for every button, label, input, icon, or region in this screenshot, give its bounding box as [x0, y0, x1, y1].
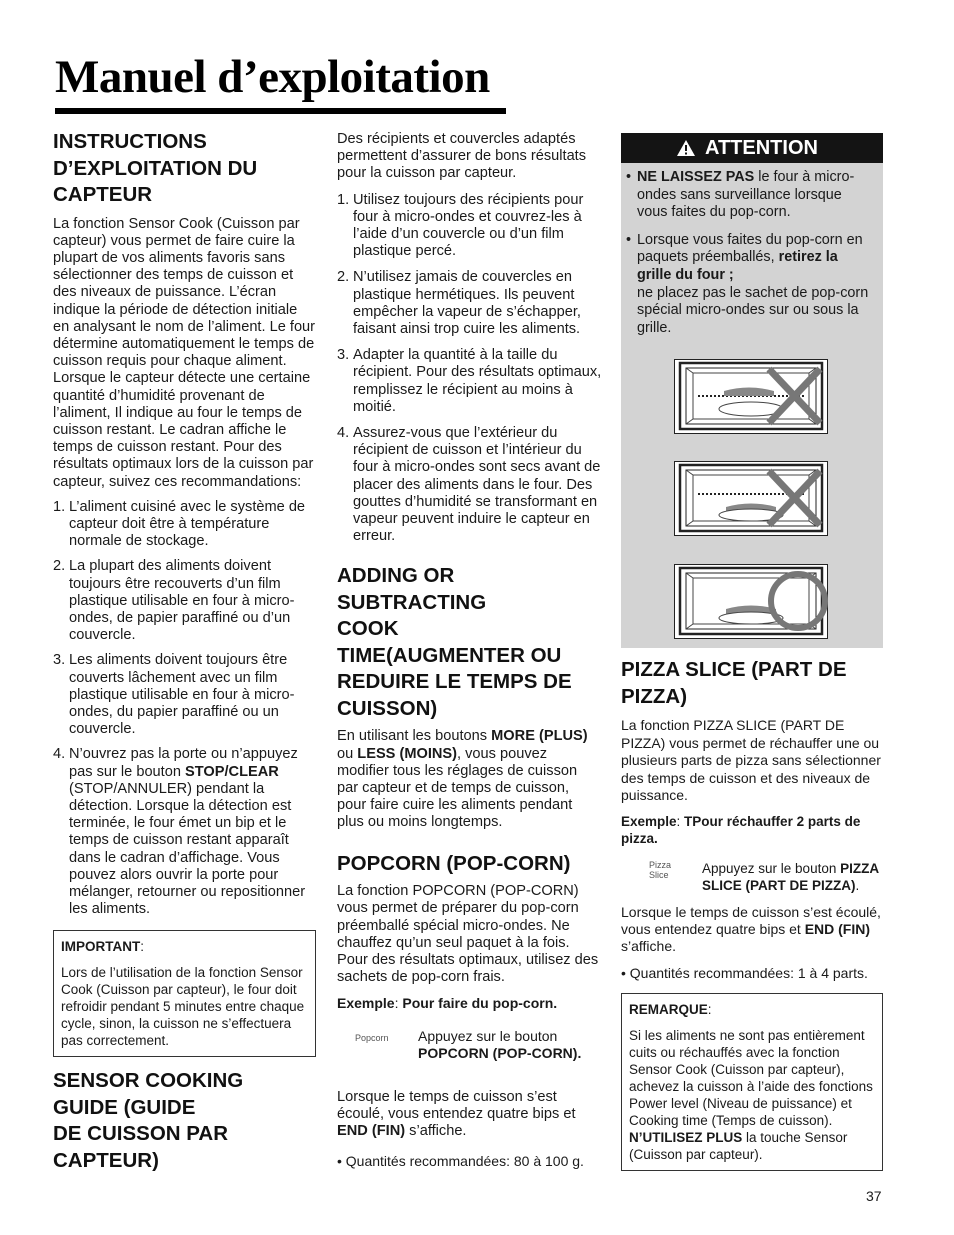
list-item	[337, 192, 602, 261]
heading-line: SUBTRACTING	[337, 590, 487, 614]
text: Lorsque le temps de cuisson s’est écoulé, vous entendez quatre bips et	[337, 1088, 576, 1122]
popcorn-step	[337, 1028, 602, 1080]
attention-header	[621, 133, 883, 163]
list-item	[53, 499, 316, 551]
item-number: 1.	[337, 191, 350, 208]
example-text: TPour réchauffer 2 parts de pizza.	[621, 813, 861, 846]
heading-line: COOK	[337, 617, 399, 641]
bold-text: N’UTILISEZ PLUS	[629, 1129, 743, 1145]
sensor-intro: La fonction Sensor Cook (Cuisson par capteur) vous permet de faire cuire la plupart de vos aliments favoris sans sélectionner des temps de cuisson et des niveaux de puissance. L’écran indique la période de détection initiale en analysant le nom de l’aliment. Le four détermine automatiquement le temps de cuisson requis pour chaque aliment. Lorsque le capteur détecte une certaine quantité d’humidité provenant de l’aliment, Il indique au four le temps de cuisson restant. Le cadran affiche le temps de cuisson restant. Pour des résultats optimaux lors de la cuisson par capteur, suivez ces recommandations:	[53, 215, 316, 490]
heading-line: GUIDE (GUIDE	[53, 1095, 196, 1119]
pizza-button-label: PIZZA SLICE (PART DE PIZZA)	[702, 860, 879, 893]
list-item	[53, 652, 316, 738]
popcorn-button-label: POPCORN (POP-CORN).	[418, 1044, 582, 1061]
popcorn-button-icon: Popcorn	[355, 1032, 389, 1043]
text: Appuyez sur le bouton	[418, 1027, 558, 1044]
remarque-text	[629, 1027, 875, 1163]
column-left	[53, 128, 316, 1174]
text: .	[855, 877, 860, 893]
item-text: Utilisez toujours des récipients pour four à micro-ondes et couvrez-les à l’aide d’un couvercle ou d’un film plastique percé.	[353, 191, 584, 260]
heading-line: D’EXPLOITATION DU	[53, 156, 258, 180]
heading-line: SENSOR COOKING	[53, 1069, 244, 1093]
attention-bullet	[626, 169, 875, 222]
colon: :	[140, 939, 145, 955]
sensor-guide-heading	[53, 1068, 316, 1174]
popcorn-step-text	[418, 1028, 598, 1062]
oven-rack-popcorn-wrong-illustration	[674, 359, 828, 434]
pizza-after	[621, 904, 883, 956]
colon: :	[394, 995, 403, 1012]
text: Si les aliments ne sont pas entièrement cuits ou réchauffés avec la fonction Sensor Cook (Cuisson par capteur), achevez la cuisson à l’aide des fonctions Power level (Niveau de puissance) et Cooking time (Temps de cuisson).	[629, 1027, 873, 1128]
heading-line: PIZZA)	[621, 684, 688, 708]
text: , vous pouvez modifier tous les réglages de cuisson par capteur et de temps de cuisson, pour faire cuire les aliments pendant plus ou moins longtemps.	[337, 745, 578, 831]
text: la touche Sensor (Cuisson par capteur).	[629, 1129, 848, 1162]
important-text: Lors de l’utilisation de la fonction Sensor Cook (Cuisson par capteur), le four doit refroidir pendant 5 minutes entre chaque cycle, sinon, la cuisson ne s’effectuera pas correctement.	[61, 965, 305, 1049]
list-item	[53, 746, 316, 918]
pizza-example	[621, 813, 883, 848]
warning-icon	[676, 139, 696, 157]
item-text: Les aliments doivent toujours être couverts lâchement avec un film plastique utilisable en four à micro-ondes, du papier paraffiné ou un couvercle.	[69, 652, 295, 738]
text: s’affiche.	[621, 938, 676, 955]
page-number: 37	[866, 1188, 882, 1204]
pizza-slice-heading	[621, 657, 883, 710]
list-item	[53, 558, 316, 644]
example-text: Pour faire du pop-corn.	[402, 995, 558, 1012]
remarque-box	[621, 993, 883, 1171]
attention-bullet	[626, 231, 875, 338]
less-label: LESS (MOINS)	[357, 745, 458, 762]
important-box	[53, 930, 316, 1057]
popcorn-heading: POPCORN (POP-CORN)	[337, 851, 571, 875]
attention-title: ATTENTION	[705, 136, 818, 159]
heading-line: DE CUISSON PAR	[53, 1122, 229, 1146]
text: Lorsque le temps de cuisson s’est écoulé, vous entendez quatre bips et	[621, 903, 881, 937]
pizza-slice-button-icon	[649, 860, 671, 880]
example-label: Exemple	[621, 813, 677, 829]
pizza-step-text	[702, 860, 884, 894]
popcorn-quantity: • Quantités recommandées: 80 à 100 g.	[337, 1153, 584, 1170]
popcorn-intro: La fonction POPCORN (POP-CORN) vous permet de préparer du pop-corn préemballé spécial micro-ondes. Ne chauffez qu’un seul paquet à la fois. Pour des résultats optimaux, utilisez des sachets de pop-corn frais.	[337, 883, 599, 986]
bold-text: NE LAISSEZ PAS	[637, 169, 755, 185]
containers-intro: Des récipients et couvercles adaptés permettent d’assurer de bons résultats pour la cuisson par capteur.	[337, 131, 587, 182]
colon: :	[707, 1001, 712, 1017]
end-label: END (FIN)	[337, 1123, 406, 1140]
bullet: •	[626, 231, 632, 248]
item-number: 2.	[53, 558, 66, 575]
item-text: N’utilisez jamais de couvercles en plastique hermétiques. Ils peuvent empêcher la vapeur de s’échapper, faisant ainsi trop cuire les aliments.	[353, 269, 581, 338]
colon: :	[676, 813, 685, 829]
oven-under-rack-popcorn-wrong-illustration	[674, 461, 828, 536]
pizza-step	[621, 860, 883, 897]
item-number: 1.	[53, 498, 66, 515]
important-label: IMPORTANT	[61, 939, 141, 955]
bold-text: retirez la grille du four ;	[637, 249, 838, 283]
item-text: Assurez-vous que l’extérieur du récipient de cuisson et l’intérieur du four à micro-ondes sont secs avant de placer des aliments dans le four. Des gouttes d’humidité se transformant en vapeur peuvent induire le capteur en erreur.	[353, 425, 601, 545]
item-number: 3.	[337, 347, 350, 364]
heading-line: CAPTEUR	[53, 183, 153, 206]
sensor-instructions-heading	[53, 129, 316, 209]
end-label: END (FIN)	[804, 920, 871, 937]
pizza-quantity: • Quantités recommandées: 1 à 4 parts.	[621, 965, 868, 982]
heading-line: PIZZA SLICE (PART DE	[621, 658, 847, 681]
adding-text	[337, 728, 602, 831]
button-label: Pizza	[649, 859, 672, 870]
heading-line: REDUIRE LE TEMPS DE	[337, 670, 572, 694]
text: Lorsque vous faites du pop-corn en paquets préemballés,	[637, 231, 863, 266]
remarque-label: REMARQUE	[629, 1001, 708, 1017]
more-label: MORE (PLUS)	[491, 728, 588, 745]
column-right-lower	[621, 657, 883, 1171]
item-number: 4.	[53, 746, 66, 763]
text: Appuyez sur le bouton	[702, 860, 841, 876]
text: s’affiche.	[405, 1123, 467, 1140]
list-item	[337, 269, 602, 338]
text: ne placez pas le sachet de pop-corn spécial micro-ondes sur ou sous la grille.	[637, 284, 869, 336]
important-label-line	[61, 938, 308, 955]
popcorn-after	[337, 1089, 602, 1141]
page-title: Manuel d’exploitation	[55, 51, 490, 103]
item-text: (STOP/ANNULER) pendant la détection. Lorsque la détection est terminée, le four émet un bip et le temps de cuisson restant apparaît dans le cadran d’affichage. Vous pouvez alors ouvrir la porte pour mélanger, retourner ou repositionner les aliments.	[69, 780, 306, 918]
item-text: La plupart des aliments doivent toujours être recouverts d’un film plastique utilisable en four à micro-ondes, de papier paraffiné ou d’un couvercle.	[69, 558, 295, 644]
column-middle	[337, 131, 602, 1170]
oven-no-rack-correct-illustration	[674, 564, 828, 639]
list-item	[337, 347, 602, 416]
text: le four à micro-ondes sans surveillance lorsque vous faites du pop-corn.	[637, 169, 855, 221]
item-number: 2.	[337, 269, 350, 286]
list-item	[337, 425, 602, 545]
item-text: L’aliment cuisiné avec le système de capteur doit être à température normale de stockage.	[69, 498, 306, 550]
heading-line: INSTRUCTIONS	[53, 130, 207, 153]
remarque-label-line	[629, 1001, 875, 1018]
text: ou	[337, 745, 358, 762]
example-label: Exemple	[337, 995, 395, 1012]
popcorn-example	[337, 995, 602, 1012]
pizza-intro: La fonction PIZZA SLICE (PART DE PIZZA) vous permet de réchauffer une ou plusieurs parts de pizza sans sélectionner des temps de cuisson et des niveaux de puissance.	[621, 717, 881, 803]
containers-list	[337, 192, 602, 546]
heading-line: TIME(AUGMENTER OU	[337, 643, 562, 667]
item-number: 3.	[53, 652, 66, 669]
item-number: 4.	[337, 425, 350, 442]
title-rule	[55, 108, 506, 114]
heading-line: CAPTEUR)	[53, 1148, 159, 1172]
item-text: Adapter la quantité à la taille du récipient. Pour des résultats optimaux, remplissez le récipient au moins à moitié.	[353, 347, 602, 415]
bullet: •	[626, 169, 632, 185]
sensor-recommendations-list	[53, 499, 316, 919]
stop-clear-label: STOP/CLEAR	[185, 763, 279, 780]
text: En utilisant les boutons	[337, 728, 492, 745]
item-text: N’ouvrez pas la porte ou n’appuyez pas sur le bouton	[69, 746, 298, 780]
attention-body	[621, 163, 883, 337]
heading-line: ADDING OR	[337, 564, 455, 588]
button-label: Slice	[649, 869, 669, 880]
heading-line: CUISSON)	[337, 696, 438, 720]
adding-subtracting-heading	[337, 563, 602, 722]
